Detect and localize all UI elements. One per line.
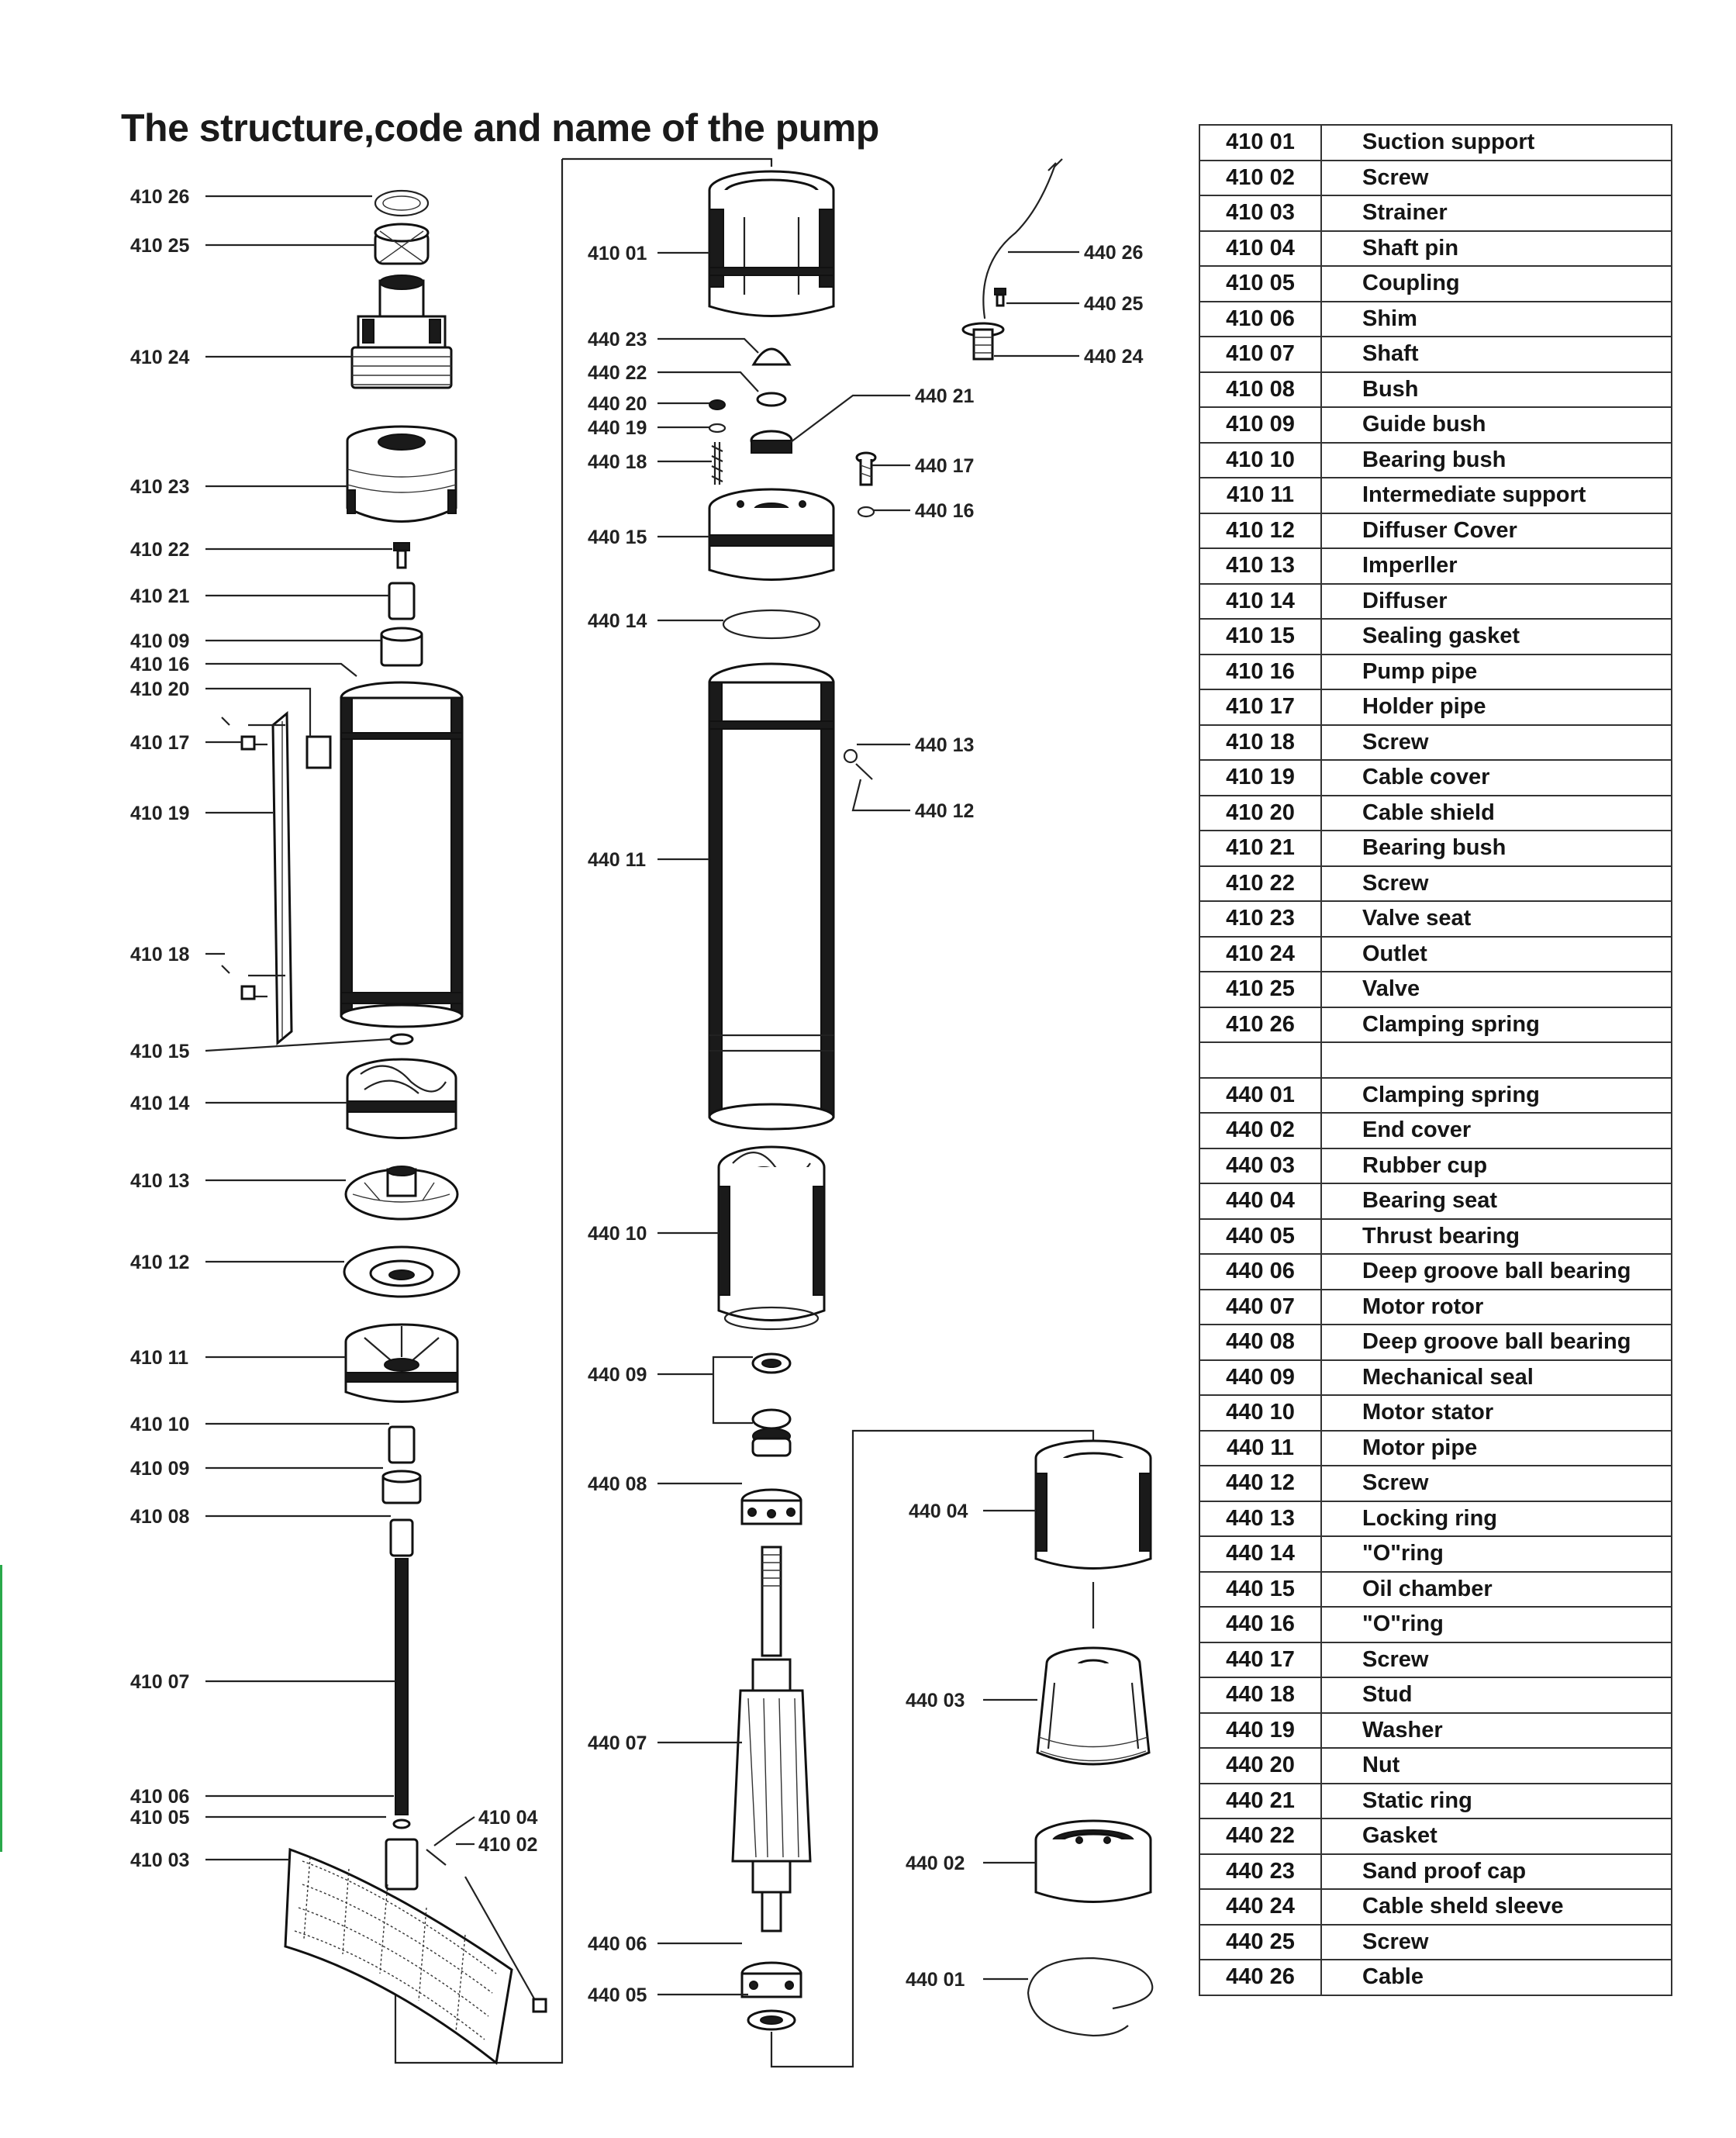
parts-table-row bbox=[1199, 760, 1672, 796]
shim-410-06 bbox=[394, 1820, 409, 1828]
callout-label: 440 10 bbox=[588, 1223, 647, 1245]
part-name-cell: Motor pipe bbox=[1321, 1431, 1672, 1466]
motor-pipe-440-11 bbox=[709, 664, 833, 1129]
parts-table-row bbox=[1199, 1466, 1672, 1501]
sand-proof-cap-440-23 bbox=[754, 349, 789, 364]
callout-label: 440 19 bbox=[588, 417, 647, 439]
parts-table-row bbox=[1199, 1607, 1672, 1642]
part-name-cell: Locking ring bbox=[1321, 1501, 1672, 1537]
part-name-cell: Screw bbox=[1321, 1925, 1672, 1960]
o-ring-440-14 bbox=[723, 610, 820, 638]
part-code-cell: 440 15 bbox=[1199, 1572, 1321, 1608]
page-title: The structure,code and name of the pump bbox=[121, 106, 879, 150]
callout-label: 410 09 bbox=[130, 630, 190, 652]
part-name-cell: Deep groove ball bearing bbox=[1321, 1325, 1672, 1360]
bearing-bush-410-21 bbox=[389, 583, 414, 619]
parts-table-row bbox=[1199, 1431, 1672, 1466]
part-code-cell: 440 13 bbox=[1199, 1501, 1321, 1537]
motor-parts bbox=[709, 171, 875, 2029]
part-name-cell: Coupling bbox=[1321, 266, 1672, 302]
parts-table-row bbox=[1199, 195, 1672, 231]
diffuser-410-14 bbox=[347, 1059, 456, 1138]
part-name-cell: Pump pipe bbox=[1321, 655, 1672, 690]
callout-label: 440 26 bbox=[1084, 242, 1144, 264]
parts-table-row bbox=[1199, 161, 1672, 196]
part-code-cell: 440 18 bbox=[1199, 1677, 1321, 1713]
parts-table-row bbox=[1199, 725, 1672, 761]
part-name-cell: Washer bbox=[1321, 1713, 1672, 1749]
part-code-cell: 410 03 bbox=[1199, 195, 1321, 231]
parts-table-row bbox=[1199, 1784, 1672, 1819]
part-code-cell: 440 23 bbox=[1199, 1854, 1321, 1890]
screw-440-25 bbox=[995, 288, 1006, 306]
part-name-cell: Screw bbox=[1321, 1466, 1672, 1501]
parts-table-row bbox=[1199, 655, 1672, 690]
part-name-cell: Cable cover bbox=[1321, 760, 1672, 796]
parts-table-row bbox=[1199, 1677, 1672, 1713]
callout-label: 410 03 bbox=[130, 1850, 190, 1871]
parts-table-row bbox=[1199, 1642, 1672, 1678]
part-name-cell: Sealing gasket bbox=[1321, 619, 1672, 655]
part-code-cell: 410 26 bbox=[1199, 1007, 1321, 1043]
part-code-cell: 440 06 bbox=[1199, 1254, 1321, 1290]
coupling-410-05 bbox=[386, 1839, 417, 1889]
callout-label: 440 24 bbox=[1084, 346, 1144, 368]
part-name-cell: Screw bbox=[1321, 161, 1672, 196]
part-name-cell: Diffuser bbox=[1321, 584, 1672, 620]
part-name-cell: Motor rotor bbox=[1321, 1290, 1672, 1325]
parts-table-row bbox=[1199, 866, 1672, 902]
part-code-cell: 410 22 bbox=[1199, 866, 1321, 902]
parts-table-row bbox=[1199, 1254, 1672, 1290]
callout-label: 440 20 bbox=[588, 393, 647, 415]
callout-label: 410 13 bbox=[130, 1170, 190, 1192]
parts-table-row bbox=[1199, 831, 1672, 866]
bearing-bush-410-10 bbox=[389, 1427, 414, 1463]
callout-labels bbox=[130, 186, 1144, 2006]
callout-label: 440 21 bbox=[915, 385, 975, 407]
mechanical-seal-440-09 bbox=[753, 1354, 790, 1456]
suction-support-410-01 bbox=[709, 171, 833, 316]
part-name-cell: Clamping spring bbox=[1321, 1007, 1672, 1043]
parts-table-row bbox=[1199, 584, 1672, 620]
part-name-cell bbox=[1321, 1042, 1672, 1078]
parts-table-row bbox=[1199, 901, 1672, 937]
part-name-cell: Shaft bbox=[1321, 337, 1672, 372]
shaft-410-07 bbox=[395, 1559, 408, 1815]
part-code-cell: 410 08 bbox=[1199, 372, 1321, 408]
part-code-cell: 410 23 bbox=[1199, 901, 1321, 937]
part-code-cell: 410 25 bbox=[1199, 972, 1321, 1007]
part-name-cell: Thrust bearing bbox=[1321, 1219, 1672, 1255]
parts-table-row bbox=[1199, 1572, 1672, 1608]
part-name-cell: Screw bbox=[1321, 1642, 1672, 1678]
part-name-cell: Screw bbox=[1321, 725, 1672, 761]
part-code-cell: 410 18 bbox=[1199, 725, 1321, 761]
part-code-cell: 410 09 bbox=[1199, 407, 1321, 443]
callout-label: 410 25 bbox=[130, 235, 190, 257]
part-code-cell: 440 04 bbox=[1199, 1183, 1321, 1219]
parts-table-row bbox=[1199, 972, 1672, 1007]
callout-label: 410 26 bbox=[130, 186, 190, 208]
screw-440-17 bbox=[857, 453, 875, 485]
callout-label: 410 20 bbox=[130, 679, 190, 700]
callout-label: 410 17 bbox=[130, 732, 190, 754]
valve-seat-410-23 bbox=[347, 427, 456, 522]
end-cover-440-02 bbox=[1036, 1821, 1151, 1902]
part-name-cell: Bush bbox=[1321, 372, 1672, 408]
part-code-cell: 440 10 bbox=[1199, 1395, 1321, 1431]
part-code-cell: 440 26 bbox=[1199, 1960, 1321, 1995]
parts-table-row bbox=[1199, 689, 1672, 725]
callout-label: 440 05 bbox=[588, 1984, 647, 2006]
part-code-cell: 440 08 bbox=[1199, 1325, 1321, 1360]
callout-label: 440 08 bbox=[588, 1473, 647, 1495]
callout-label: 410 18 bbox=[130, 944, 190, 965]
callout-label: 440 04 bbox=[909, 1501, 968, 1522]
parts-table-row bbox=[1199, 1854, 1672, 1890]
part-code-cell: 410 20 bbox=[1199, 796, 1321, 831]
callout-label: 410 02 bbox=[478, 1834, 538, 1856]
parts-table-row bbox=[1199, 1819, 1672, 1854]
parts-table-row bbox=[1199, 1536, 1672, 1572]
callout-label: 410 22 bbox=[130, 539, 190, 561]
part-code-cell: 410 24 bbox=[1199, 937, 1321, 972]
parts-table-row bbox=[1199, 513, 1672, 549]
callout-label: 440 06 bbox=[588, 1933, 647, 1955]
part-code-cell: 440 11 bbox=[1199, 1431, 1321, 1466]
callout-label: 440 18 bbox=[588, 451, 647, 473]
callout-label: 440 25 bbox=[1084, 293, 1144, 315]
callout-label: 410 21 bbox=[130, 585, 190, 607]
parts-table-row bbox=[1199, 937, 1672, 972]
diffuser-cover-410-12 bbox=[344, 1247, 459, 1297]
callout-label: 440 17 bbox=[915, 455, 975, 477]
part-name-cell: Bearing bush bbox=[1321, 831, 1672, 866]
callout-label: 440 14 bbox=[588, 610, 647, 632]
parts-table-row bbox=[1199, 1501, 1672, 1537]
part-code-cell: 410 02 bbox=[1199, 161, 1321, 196]
static-ring-440-21 bbox=[751, 431, 792, 453]
parts-table-row bbox=[1199, 125, 1672, 161]
callout-label: 410 08 bbox=[130, 1506, 190, 1528]
part-name-cell: End cover bbox=[1321, 1113, 1672, 1148]
part-name-cell: Imperller bbox=[1321, 548, 1672, 584]
guide-bush-410-09-bottom bbox=[383, 1471, 420, 1503]
parts-table-row bbox=[1199, 1113, 1672, 1148]
part-name-cell: Clamping spring bbox=[1321, 1078, 1672, 1114]
callout-label: 410 16 bbox=[130, 654, 190, 675]
bearing-seat-440-04 bbox=[1036, 1441, 1151, 1629]
sealing-gasket-410-15 bbox=[391, 1034, 412, 1044]
rubber-cup-440-03 bbox=[1037, 1648, 1149, 1764]
parts-table-row bbox=[1199, 1960, 1672, 1995]
part-code-cell: 440 22 bbox=[1199, 1819, 1321, 1854]
parts-table-row bbox=[1199, 372, 1672, 408]
part-code-cell: 410 05 bbox=[1199, 266, 1321, 302]
parts-table-row bbox=[1199, 1183, 1672, 1219]
callout-label: 410 12 bbox=[130, 1252, 190, 1273]
part-name-cell: Gasket bbox=[1321, 1819, 1672, 1854]
part-code-cell: 440 25 bbox=[1199, 1925, 1321, 1960]
screw-410-22 bbox=[394, 543, 409, 568]
callout-label: 410 09 bbox=[130, 1458, 190, 1480]
cable-sheld-sleeve-440-24 bbox=[963, 323, 1003, 359]
part-code-cell: 410 19 bbox=[1199, 760, 1321, 796]
part-name-cell: Shim bbox=[1321, 302, 1672, 337]
parts-table-row bbox=[1199, 1007, 1672, 1043]
callout-label: 440 02 bbox=[906, 1853, 965, 1874]
outlet-410-24 bbox=[352, 275, 451, 388]
intermediate-support-410-11 bbox=[346, 1325, 457, 1402]
part-code-cell: 440 01 bbox=[1199, 1078, 1321, 1114]
motor-rotor-440-07 bbox=[733, 1547, 810, 1931]
part-code-cell: 440 07 bbox=[1199, 1290, 1321, 1325]
part-name-cell: "O"ring bbox=[1321, 1607, 1672, 1642]
cable-cover-assembly-410-19 bbox=[222, 713, 330, 1043]
part-code-cell bbox=[1199, 1042, 1321, 1078]
parts-table-row bbox=[1199, 231, 1672, 267]
parts-table-row bbox=[1199, 1325, 1672, 1360]
parts-table-row bbox=[1199, 1290, 1672, 1325]
motor-end-parts bbox=[1028, 1441, 1152, 2036]
parts-code-name-table bbox=[1199, 124, 1672, 1996]
impeller-410-13 bbox=[346, 1166, 457, 1219]
parts-table-row bbox=[1199, 266, 1672, 302]
callout-label: 440 07 bbox=[588, 1732, 647, 1754]
part-name-cell: Diffuser Cover bbox=[1321, 513, 1672, 549]
part-code-cell: 410 06 bbox=[1199, 302, 1321, 337]
callout-label: 410 01 bbox=[588, 243, 647, 264]
part-code-cell: 410 11 bbox=[1199, 478, 1321, 513]
part-name-cell: Nut bbox=[1321, 1748, 1672, 1784]
clamping-spring-410-26 bbox=[375, 191, 428, 216]
part-code-cell: 440 09 bbox=[1199, 1360, 1321, 1396]
part-code-cell: 440 21 bbox=[1199, 1784, 1321, 1819]
callout-label: 410 23 bbox=[130, 476, 190, 498]
part-name-cell: Bearing seat bbox=[1321, 1183, 1672, 1219]
part-code-cell: 440 24 bbox=[1199, 1889, 1321, 1925]
parts-table-row bbox=[1199, 407, 1672, 443]
parts-table-row bbox=[1199, 619, 1672, 655]
part-code-cell: 440 20 bbox=[1199, 1748, 1321, 1784]
part-code-cell: 410 21 bbox=[1199, 831, 1321, 866]
motor-stator-440-10 bbox=[719, 1147, 824, 1329]
parts-table-row bbox=[1199, 1925, 1672, 1960]
part-code-cell: 410 07 bbox=[1199, 337, 1321, 372]
parts-table-row bbox=[1199, 1713, 1672, 1749]
callout-label: 440 13 bbox=[915, 734, 975, 756]
oil-chamber-440-15 bbox=[709, 489, 833, 580]
callout-label: 440 03 bbox=[906, 1690, 965, 1711]
callout-label: 410 10 bbox=[130, 1414, 190, 1435]
callout-label: 410 14 bbox=[130, 1093, 190, 1114]
parts-table-row bbox=[1199, 337, 1672, 372]
callout-label: 410 04 bbox=[478, 1807, 538, 1829]
locking-ring-440-13 bbox=[844, 750, 857, 762]
part-name-cell: Valve bbox=[1321, 972, 1672, 1007]
parts-table-row bbox=[1199, 1889, 1672, 1925]
part-name-cell: "O"ring bbox=[1321, 1536, 1672, 1572]
parts-table-row bbox=[1199, 1748, 1672, 1784]
callout-label: 440 09 bbox=[588, 1364, 647, 1386]
valve-410-25 bbox=[375, 224, 428, 264]
parts-table-row bbox=[1199, 1148, 1672, 1184]
part-name-cell: Screw bbox=[1321, 866, 1672, 902]
callout-label: 440 12 bbox=[915, 800, 975, 822]
gasket-440-22 bbox=[758, 393, 785, 406]
part-name-cell: Holder pipe bbox=[1321, 689, 1672, 725]
bush-410-08 bbox=[391, 1520, 412, 1556]
parts-table-row bbox=[1199, 548, 1672, 584]
callout-label: 410 11 bbox=[130, 1347, 189, 1369]
part-code-cell: 440 03 bbox=[1199, 1148, 1321, 1184]
nut-washer-stud-440-20 bbox=[709, 400, 725, 485]
callout-label: 410 24 bbox=[130, 347, 190, 368]
part-name-cell: Motor stator bbox=[1321, 1395, 1672, 1431]
part-name-cell: Strainer bbox=[1321, 195, 1672, 231]
part-code-cell: 410 17 bbox=[1199, 689, 1321, 725]
part-name-cell: Shaft pin bbox=[1321, 231, 1672, 267]
callout-label: 440 16 bbox=[915, 500, 975, 522]
parts-table-row bbox=[1199, 1395, 1672, 1431]
part-name-cell: Valve seat bbox=[1321, 901, 1672, 937]
parts-table-row bbox=[1199, 1219, 1672, 1255]
part-name-cell: Rubber cup bbox=[1321, 1148, 1672, 1184]
parts-table-row bbox=[1199, 443, 1672, 478]
parts-table-row bbox=[1199, 1078, 1672, 1114]
callout-label: 440 01 bbox=[906, 1969, 965, 1991]
o-ring-440-16 bbox=[858, 507, 874, 516]
parts-table-row bbox=[1199, 1042, 1672, 1078]
clamping-spring-440-01 bbox=[1028, 1958, 1152, 2036]
part-code-cell: 410 14 bbox=[1199, 584, 1321, 620]
part-name-cell: Bearing bush bbox=[1321, 443, 1672, 478]
part-code-cell: 410 10 bbox=[1199, 443, 1321, 478]
part-code-cell: 410 04 bbox=[1199, 231, 1321, 267]
part-name-cell: Oil chamber bbox=[1321, 1572, 1672, 1608]
parts-table-row bbox=[1199, 302, 1672, 337]
parts-table-row bbox=[1199, 478, 1672, 513]
part-name-cell: Stud bbox=[1321, 1677, 1672, 1713]
part-code-cell: 410 13 bbox=[1199, 548, 1321, 584]
green-accent-bar bbox=[0, 1565, 2, 1852]
part-name-cell: Cable shield bbox=[1321, 796, 1672, 831]
part-code-cell: 410 01 bbox=[1199, 125, 1321, 161]
callout-label: 410 19 bbox=[130, 803, 190, 824]
part-name-cell: Cable bbox=[1321, 1960, 1672, 1995]
part-code-cell: 440 12 bbox=[1199, 1466, 1321, 1501]
part-code-cell: 440 19 bbox=[1199, 1713, 1321, 1749]
ball-bearing-440-08 bbox=[742, 1490, 801, 1524]
callout-label: 410 15 bbox=[130, 1041, 190, 1062]
part-code-cell: 410 15 bbox=[1199, 619, 1321, 655]
part-code-cell: 440 16 bbox=[1199, 1607, 1321, 1642]
part-name-cell: Sand proof cap bbox=[1321, 1854, 1672, 1890]
part-name-cell: Cable sheld sleeve bbox=[1321, 1889, 1672, 1925]
pump-end-parts bbox=[222, 191, 546, 2063]
callout-label: 440 22 bbox=[588, 362, 647, 384]
callout-label: 410 05 bbox=[130, 1807, 190, 1829]
thrust-bearing-440-05 bbox=[748, 2011, 795, 2029]
pump-pipe-410-16 bbox=[341, 682, 462, 1027]
part-name-cell: Suction support bbox=[1321, 125, 1672, 161]
part-code-cell: 410 16 bbox=[1199, 655, 1321, 690]
callout-label: 440 11 bbox=[588, 849, 647, 871]
part-code-cell: 440 05 bbox=[1199, 1219, 1321, 1255]
callout-label: 410 06 bbox=[130, 1786, 190, 1808]
part-code-cell: 440 17 bbox=[1199, 1642, 1321, 1678]
part-code-cell: 440 02 bbox=[1199, 1113, 1321, 1148]
part-code-cell: 410 12 bbox=[1199, 513, 1321, 549]
ball-bearing-440-06 bbox=[742, 1963, 801, 1997]
part-name-cell: Outlet bbox=[1321, 937, 1672, 972]
parts-table-row bbox=[1199, 1360, 1672, 1396]
callout-label: 440 15 bbox=[588, 527, 647, 548]
callout-label: 410 07 bbox=[130, 1671, 190, 1693]
part-name-cell: Mechanical seal bbox=[1321, 1360, 1672, 1396]
shaft-pin-410-04 bbox=[426, 1850, 446, 1865]
parts-table-row bbox=[1199, 796, 1672, 831]
screw-440-12 bbox=[856, 764, 872, 779]
part-name-cell: Intermediate support bbox=[1321, 478, 1672, 513]
part-name-cell: Deep groove ball bearing bbox=[1321, 1254, 1672, 1290]
parts-table-body bbox=[1199, 125, 1672, 1995]
cable-parts bbox=[963, 159, 1062, 359]
part-name-cell: Static ring bbox=[1321, 1784, 1672, 1819]
callout-label: 440 23 bbox=[588, 329, 647, 351]
guide-bush-410-09-top bbox=[381, 628, 422, 665]
part-name-cell: Guide bush bbox=[1321, 407, 1672, 443]
part-code-cell: 440 14 bbox=[1199, 1536, 1321, 1572]
